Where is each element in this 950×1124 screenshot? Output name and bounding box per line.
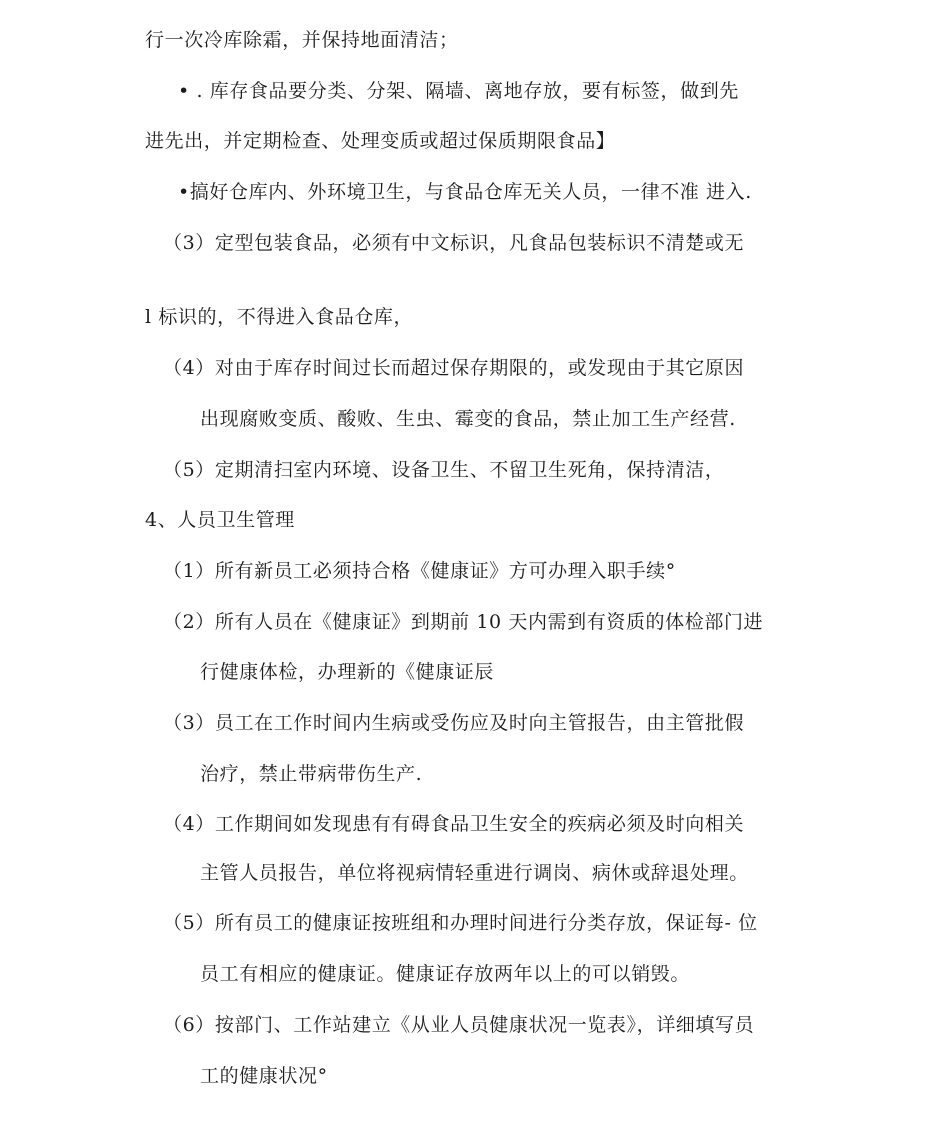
text-line-16: （4）工作期间如发现患有有碍食品卫生安全的疾病必须及时向相关 xyxy=(163,813,745,835)
section-heading: 4、人员卫生管理 xyxy=(145,509,295,531)
text-line-13: 行健康体检，办理新的《健康证辰 xyxy=(200,661,495,683)
text-line-9: （5）定期清扫室内环境、设备卫生、不留卫生死角，保持清洁， xyxy=(163,459,725,481)
text-line-5: （3）定型包装食品，必须有中文标识，凡食品包装标识不清楚或无 xyxy=(163,232,745,254)
text-line-17: 主管人员报告，单位将视病情轻重进行调岗、病休或辞退处理。 xyxy=(200,862,749,884)
text-line-11: （1）所有新员工必须持合格《健康证》方可办理入职手续° xyxy=(163,560,676,582)
text-line-3: 进先出，并定期检查、处理变质或超过保质期限食品】 xyxy=(145,130,616,152)
text-line-15: 治疗，禁止带病带伤生产. xyxy=(200,763,423,785)
text-line-14: （3）员工在工作时间内生病或受伤应及时向主管报告，由主管批假 xyxy=(163,712,745,734)
text-line-21: 工的健康状况° xyxy=(200,1065,328,1087)
text-line-20: （6）按部门、工作站建立《从业人员健康状况一览表》，详细填写员 xyxy=(163,1014,755,1036)
text-line-4: •搞好仓库内、外环境卫生，与食品仓库无关人员，一律不准 进入. xyxy=(178,181,752,203)
text-line-6: l 标识的，不得进入食品仓库， xyxy=(145,306,414,328)
text-line-1: 行一次冷库除霜，并保持地面清洁； xyxy=(145,29,459,51)
text-line-12: （2）所有人员在《健康证》到期前 10 天内需到有资质的体检部门进 xyxy=(163,611,764,633)
text-line-19: 员工有相应的健康证。健康证存放两年以上的可以销毁。 xyxy=(200,963,691,985)
text-line-18: （5）所有员工的健康证按班组和办理时间进行分类存放，保证每- 位 xyxy=(163,912,758,934)
text-line-7: （4）对由于库存时间过长而超过保存期限的，或发现由于其它原因 xyxy=(163,357,745,379)
text-line-8: 出现腐败变质、酸败、生虫、霉变的食品，禁止加工生产经营. xyxy=(200,408,736,430)
text-line-2: • . 库存食品要分类、分架、隔墙、离地存放，要有标签，做到先 xyxy=(178,80,739,102)
